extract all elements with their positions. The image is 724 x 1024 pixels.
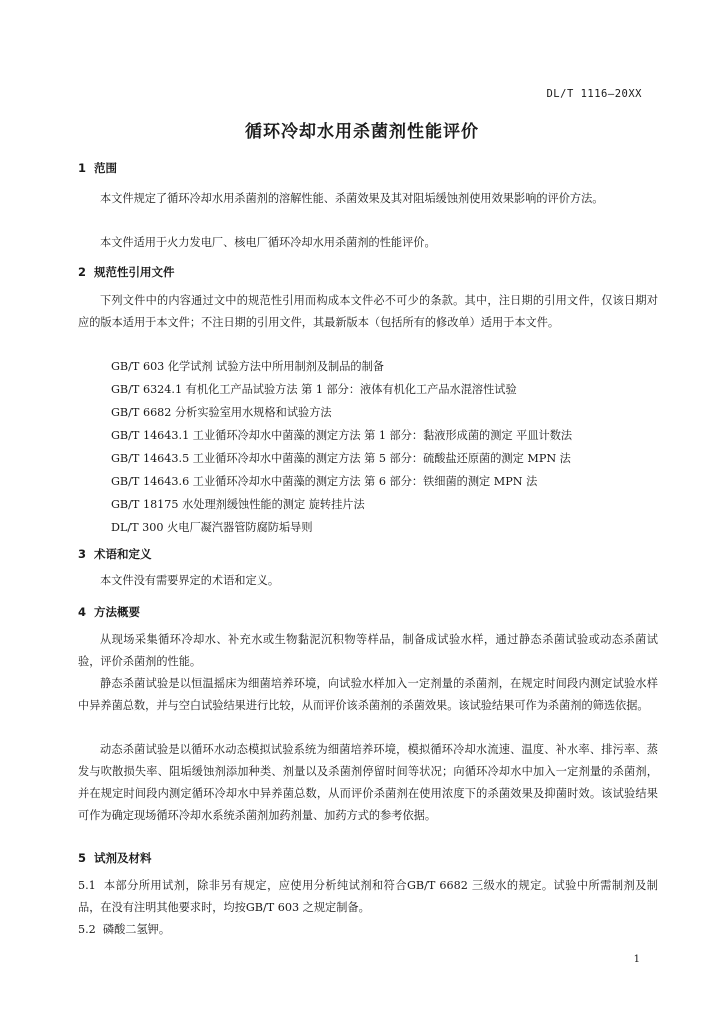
section-1-heading [78, 160, 117, 176]
page-number: 1 [633, 954, 640, 965]
clause-number: 5.1 [78, 879, 96, 892]
reference-item: GB/T 14643.6 工业循环冷却水中菌藻的测定方法 第 6 部分：铁细菌的测定 MPN 法 [111, 475, 538, 488]
section-title: 试剂及材料 [94, 851, 152, 865]
section-1-para-2: 本文件适用于火力发电厂、核电厂循环冷却水用杀菌剂的性能评价。 [100, 236, 436, 249]
clause-5-1 [78, 875, 658, 919]
standard-code: DL/T 1116—20XX [546, 88, 642, 100]
section-4-para-3: 动态杀菌试验是以循环水动态模拟试验系统为细菌培养环境，模拟循环冷却水流速、温度、补水率、排污率、蒸发与吹散损失率、阻垢缓蚀剂添加种类、剂量以及杀菌剂停留时间等状况；向循环冷却水中加入一定剂量的杀菌剂，并在规定时间段内测定循环冷却水中异养菌总数，从而评价杀菌剂在使用浓度下的杀菌效果及抑菌时效。该试验结果可作为确定现场循环冷却水系统杀菌剂加药剂量、加药方式的参考依据。 [78, 743, 658, 822]
section-number: 5 [78, 851, 87, 865]
reference-item: GB/T 14643.5 工业循环冷却水中菌藻的测定方法 第 5 部分：硫酸盐还原菌的测定 MPN 法 [111, 452, 571, 465]
clause-text: 本部分所用试剂，除非另有规定，应使用分析纯试剂和符合GB/T 6682 三级水的规定。试验中所需制剂及制品，在没有注明其他要求时，均按GB/T 603 之规定制备。 [78, 879, 658, 914]
section-title: 方法概要 [94, 605, 141, 619]
section-number: 3 [78, 547, 87, 561]
reference-item: DL/T 300 火电厂凝汽器管防腐防垢导则 [111, 521, 313, 534]
section-5-heading [78, 850, 152, 866]
section-number: 4 [78, 605, 87, 619]
clause-number: 5.2 [78, 923, 96, 936]
reference-item: GB/T 6682 分析实验室用水规格和试验方法 [111, 406, 332, 419]
section-4-para-1: 从现场采集循环冷却水、补充水或生物黏泥沉积物等样品，制备成试验水样，通过静态杀菌试验或动态杀菌试验，评价杀菌剂的性能。 [78, 633, 658, 668]
clause-text: 磷酸二氢钾。 [102, 923, 171, 936]
reference-item: GB/T 14643.1 工业循环冷却水中菌藻的测定方法 第 1 部分：黏液形成菌的测定 平皿计数法 [111, 429, 573, 442]
section-number: 1 [78, 161, 87, 175]
reference-item: GB/T 18175 水处理剂缓蚀性能的测定 旋转挂片法 [111, 498, 365, 511]
section-title: 规范性引用文件 [94, 265, 175, 279]
section-number: 2 [78, 265, 87, 279]
section-title: 范围 [94, 161, 118, 175]
section-3-para: 本文件没有需要界定的术语和定义。 [100, 574, 280, 587]
section-2-intro: 下列文件中的内容通过文中的规范性引用而构成本文件必不可少的条款。其中，注日期的引用文件，仅该日期对应的版本适用于本文件；不注日期的引用文件，其最新版本（包括所有的修改单）适用于本文件。 [78, 294, 658, 329]
section-title: 术语和定义 [94, 547, 152, 561]
reference-item: GB/T 6324.1 有机化工产品试验方法 第 1 部分：液体有机化工产品水混溶性试验 [111, 383, 517, 396]
section-3-heading [78, 546, 152, 562]
section-4-heading [78, 604, 140, 620]
section-1-para-1: 本文件规定了循环冷却水用杀菌剂的溶解性能、杀菌效果及其对阻垢缓蚀剂使用效果影响的评价方法。 [100, 192, 604, 205]
document-title: 循环冷却水用杀菌剂性能评价 [245, 122, 479, 142]
section-4-para-2: 静态杀菌试验是以恒温摇床为细菌培养环境，向试验水样加入一定剂量的杀菌剂，在规定时间段内测定试验水样中异养菌总数，并与空白试验结果进行比较，从而评价该杀菌剂的杀菌效果。该试验结果可作为杀菌剂的筛选依据。 [78, 677, 658, 712]
reference-item: GB/T 603 化学试剂 试验方法中所用制剂及制品的制备 [111, 360, 384, 373]
section-2-heading [78, 264, 175, 280]
clause-5-2 [78, 919, 658, 941]
